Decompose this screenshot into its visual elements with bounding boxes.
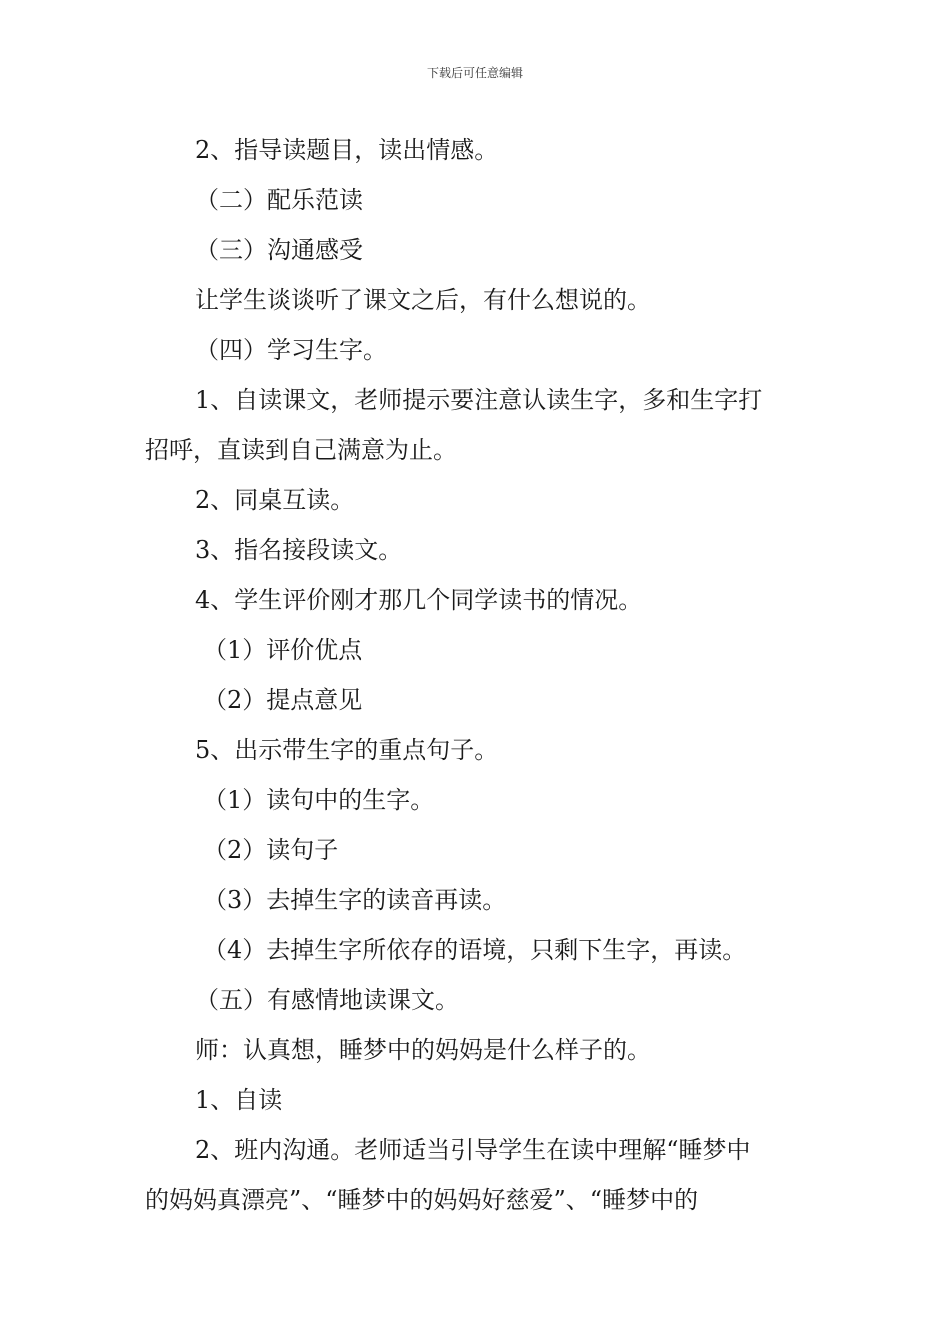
document-body xyxy=(145,125,810,1225)
text-line: （1）读句中的生字。 xyxy=(203,786,435,814)
text-line: 招呼，直读到自己满意为止。 xyxy=(145,436,457,464)
page-header: 下载后可任意编辑 xyxy=(426,66,523,80)
text-line: 3、指名接段读文。 xyxy=(195,536,403,564)
text-line: （四）学习生字。 xyxy=(195,336,387,364)
text-line: 1、自读课文，老师提示要注意认读生字，多和生字打 xyxy=(195,386,763,414)
text-line: （3）去掉生字的读音再读。 xyxy=(203,886,507,914)
text-line: （4）去掉生字所依存的语境，只剩下生字，再读。 xyxy=(203,936,747,964)
text-line: （五）有感情地读课文。 xyxy=(195,986,459,1014)
text-line: （二）配乐范读 xyxy=(195,186,363,214)
text-line: 5、出示带生字的重点句子。 xyxy=(195,736,499,764)
text-line: （2）提点意见 xyxy=(203,686,363,714)
text-line: 4、学生评价刚才那几个同学读书的情况。 xyxy=(195,586,643,614)
text-line: 1、自读 xyxy=(195,1086,283,1114)
text-line: （2）读句子 xyxy=(203,836,339,864)
text-line: （1）评价优点 xyxy=(203,636,363,664)
text-line: 2、指导读题目，读出情感。 xyxy=(195,136,499,164)
text-line: 让学生谈谈听了课文之后，有什么想说的。 xyxy=(195,286,651,314)
text-line: 2、同桌互读。 xyxy=(195,486,355,514)
text-line: 的妈妈真漂亮”、“睡梦中的妈妈好慈爱”、“睡梦中的 xyxy=(145,1186,699,1214)
text-line: 师：认真想，睡梦中的妈妈是什么样子的。 xyxy=(195,1036,651,1064)
text-line: （三）沟通感受 xyxy=(195,236,363,264)
text-line: 2、班内沟通。老师适当引导学生在读中理解“睡梦中 xyxy=(195,1136,751,1164)
